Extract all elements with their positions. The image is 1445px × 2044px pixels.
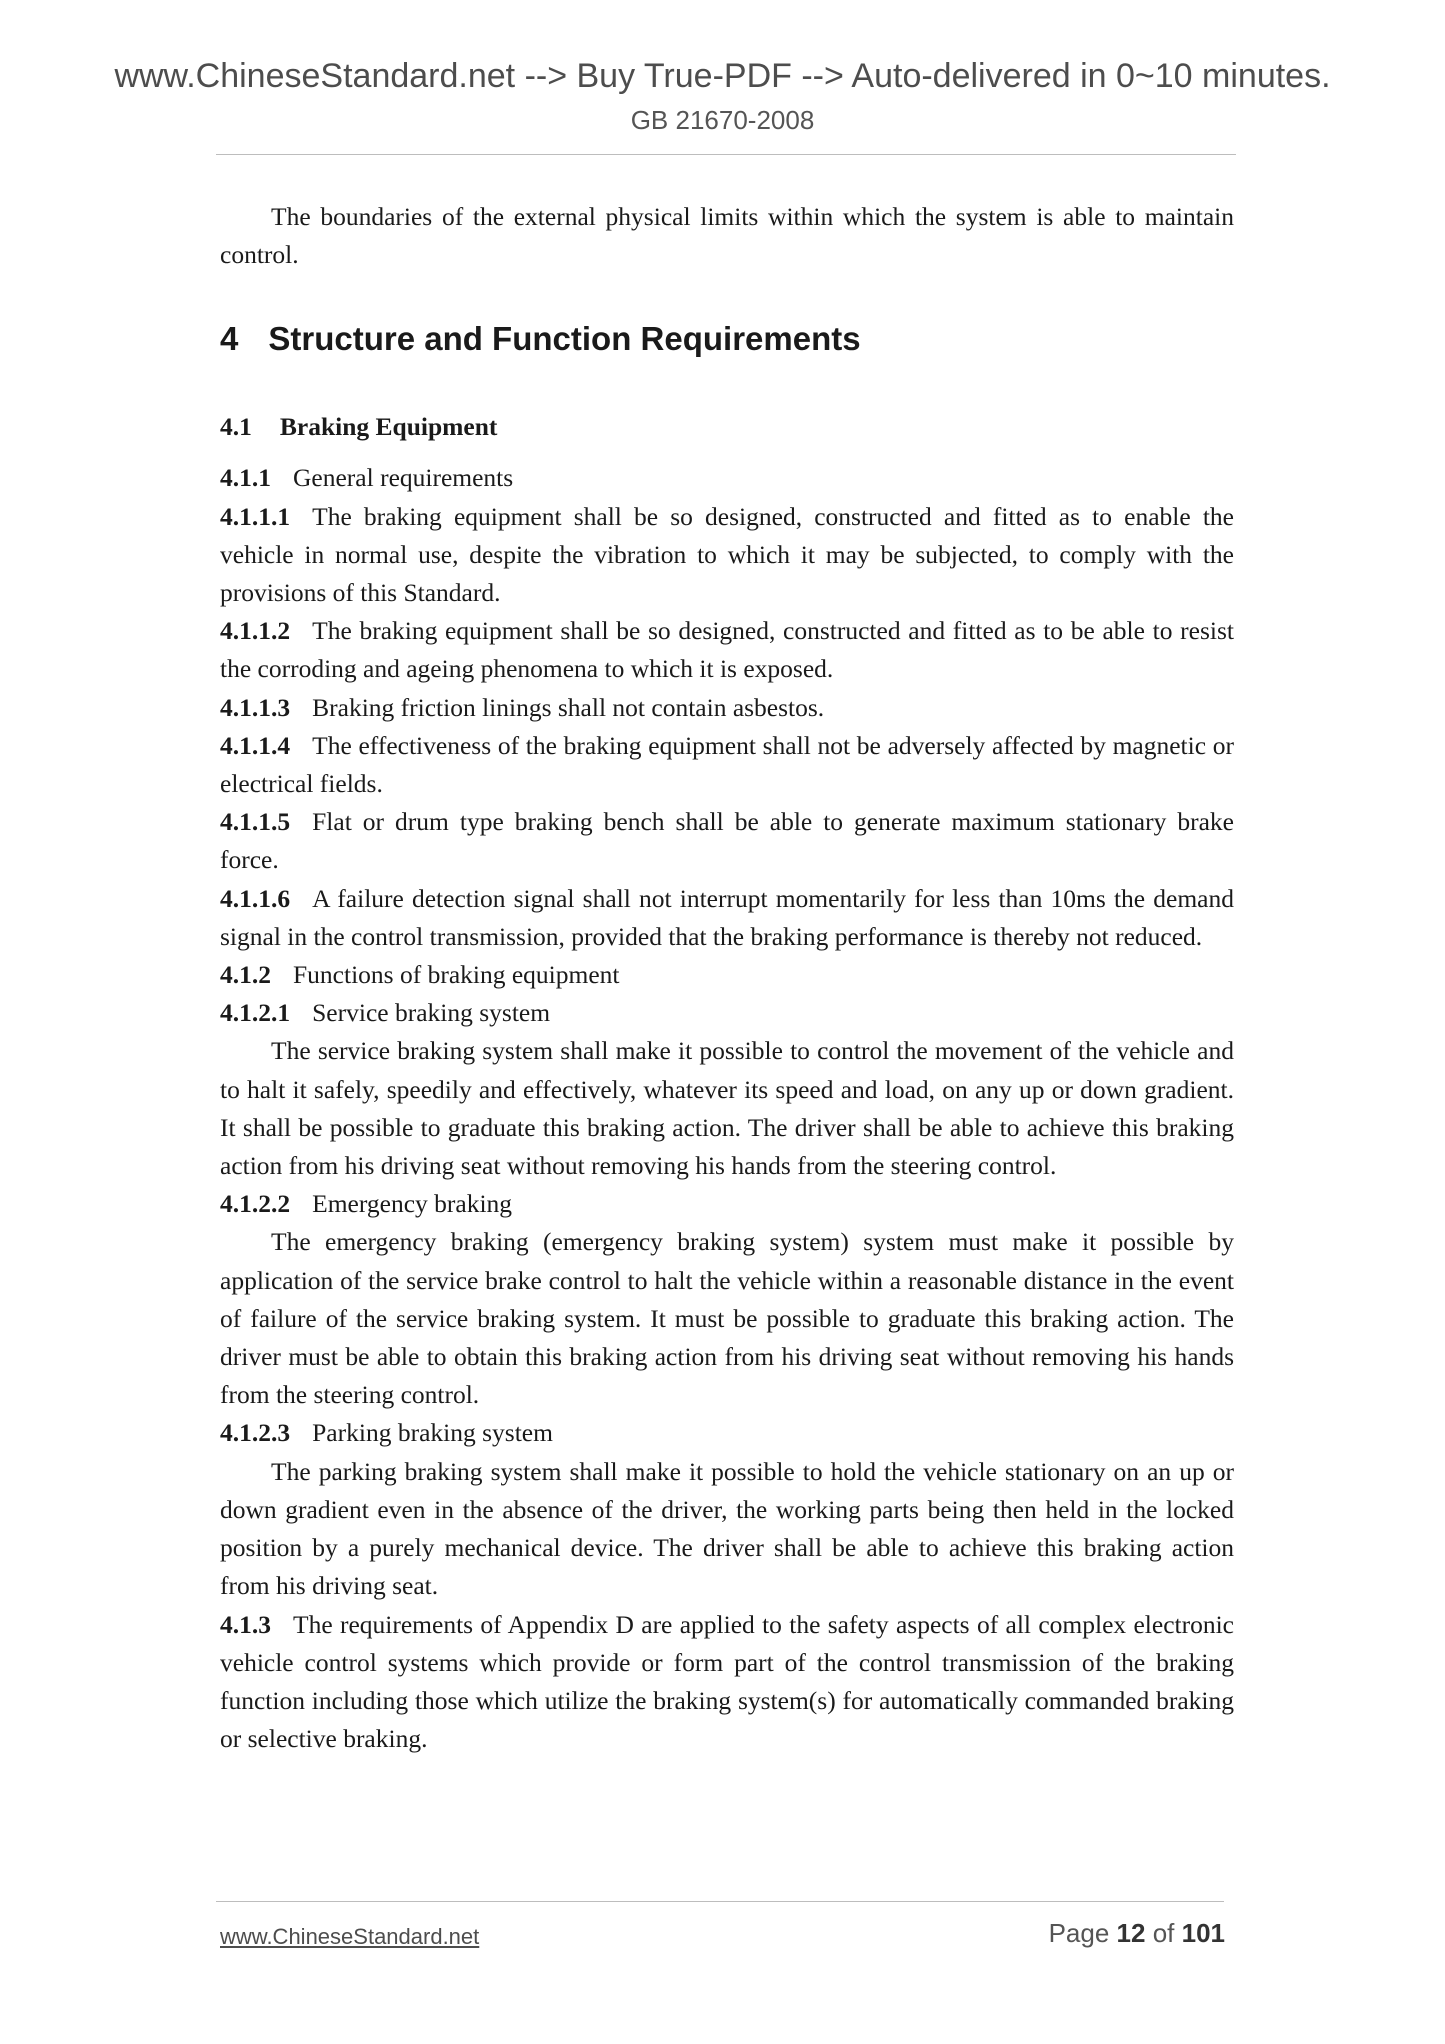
clause-text: Parking braking system [312,1418,553,1448]
clause-number: 4.1.2.3 [220,1418,291,1448]
section-number: 4 [220,320,239,358]
service-braking-paragraph: The service braking system shall make it possible to control the movement of the vehicle and to halt it safely, speedily and effectively, whatever its speed and load, on any up or down gradient. It shall be possible to graduate this braking action. The driver shall be able to achieve this braking action from his driving seat without removing his hands from the steering control. [220,1036,1234,1181]
footer-divider [216,1901,1224,1902]
clause-text: The braking equipment shall be so designed, constructed and fitted as to be able to resist the corroding and ageing phenomena to which it is exposed. [220,616,1234,684]
clause-4-1-1-2 [220,612,1234,688]
clause-number: 4.1.1.3 [220,692,291,722]
clause-4-1-1-3 [220,689,1234,727]
page-current: 12 [1116,1918,1146,1948]
clause-text: The braking equipment shall be so designed, constructed and fitted as to enable the vehicle in normal use, despite the vibration to which it may be subjected, to comply with the provisions of this Standard. [220,501,1234,608]
clause-number: 4.1.1.2 [220,616,291,646]
clause-number: 4.1.2.1 [220,998,291,1028]
clause-4-1-2-3 [220,1414,1234,1452]
clause-4-1-2 [220,956,1234,994]
clause-text: Functions of braking equipment [293,960,620,990]
clause-text: General requirements [293,463,514,493]
header-divider [216,154,1236,155]
parking-braking-paragraph: The parking braking system shall make it possible to hold the vehicle stationary on an up or down gradient even in the absence of the driver, the working parts being then held in the locked position by a purely mechanical device. The driver shall be able to achieve this braking action from his driving seat. [220,1456,1234,1601]
clause-number: 4.1.1.1 [220,501,291,531]
section-number: 4.1 [220,412,252,442]
section-title: Structure and Function Requirements [268,320,861,358]
clause-number: 4.1.2 [220,960,271,990]
clause-number: 4.1.1.6 [220,883,291,913]
clause-text: Service braking system [312,998,551,1028]
page-prefix: Page [1048,1918,1110,1948]
clause-number: 4.1.1 [220,463,271,493]
section-4-1-heading [220,408,1234,446]
page-indicator [1049,1918,1225,1949]
intro-paragraph: The boundaries of the external physical limits within which the system is able to maintain control. [220,202,1234,270]
footer-site-link[interactable]: www.ChineseStandard.net [220,1924,480,1949]
clause-number: 4.1.1.5 [220,807,291,837]
clause-4-1-1-4 [220,727,1234,803]
clause-text: Emergency braking [312,1189,513,1219]
clause-4-1-3 [220,1606,1234,1759]
clause-text: A failure detection signal shall not interrupt momentarily for less than 10ms the demand signal in the control transmission, provided that the braking performance is thereby not reduced. [220,883,1234,951]
page-of: of [1152,1918,1175,1948]
header-banner: www.ChineseStandard.net --> Buy True-PDF --> Auto-delivered in 0~10 minutes. [114,57,1331,95]
section-title: Braking Equipment [279,412,498,442]
clause-number: 4.1.1.4 [220,730,291,760]
clause-number: 4.1.2.2 [220,1189,291,1219]
clause-4-1-1 [220,459,1234,497]
clause-4-1-2-1 [220,994,1234,1032]
clause-text: The effectiveness of the braking equipment shall not be adversely affected by magnetic or electrical fields. [220,730,1234,799]
section-4-heading [220,317,1234,361]
clause-4-1-1-5 [220,803,1234,879]
standard-code: GB 21670-2008 [630,105,815,135]
clause-4-1-1-1 [220,498,1234,613]
clause-4-1-1-6 [220,880,1234,956]
clause-4-1-2-2 [220,1185,1234,1223]
clause-text: The requirements of Appendix D are applied to the safety aspects of all complex electronic vehicle control systems which provide or form part of the control transmission of the braking function including those which utilize the braking system(s) for automatically commanded braking or selective braking. [220,1609,1234,1754]
clause-number: 4.1.3 [220,1609,271,1639]
clause-text: Flat or drum type braking bench shall be able to generate maximum stationary brake force. [220,807,1234,875]
emergency-braking-paragraph: The emergency braking (emergency braking system) system must make it possible by application of the service brake control to halt the vehicle within a reasonable distance in the event of failure of the service braking system. It must be possible to graduate this braking action. The driver must be able to obtain this braking action from his driving seat without removing his hands from the steering control. [220,1227,1234,1410]
page-total: 101 [1181,1918,1225,1948]
document-body [220,198,1234,1758]
clause-text: Braking friction linings shall not contain asbestos. [312,692,825,722]
